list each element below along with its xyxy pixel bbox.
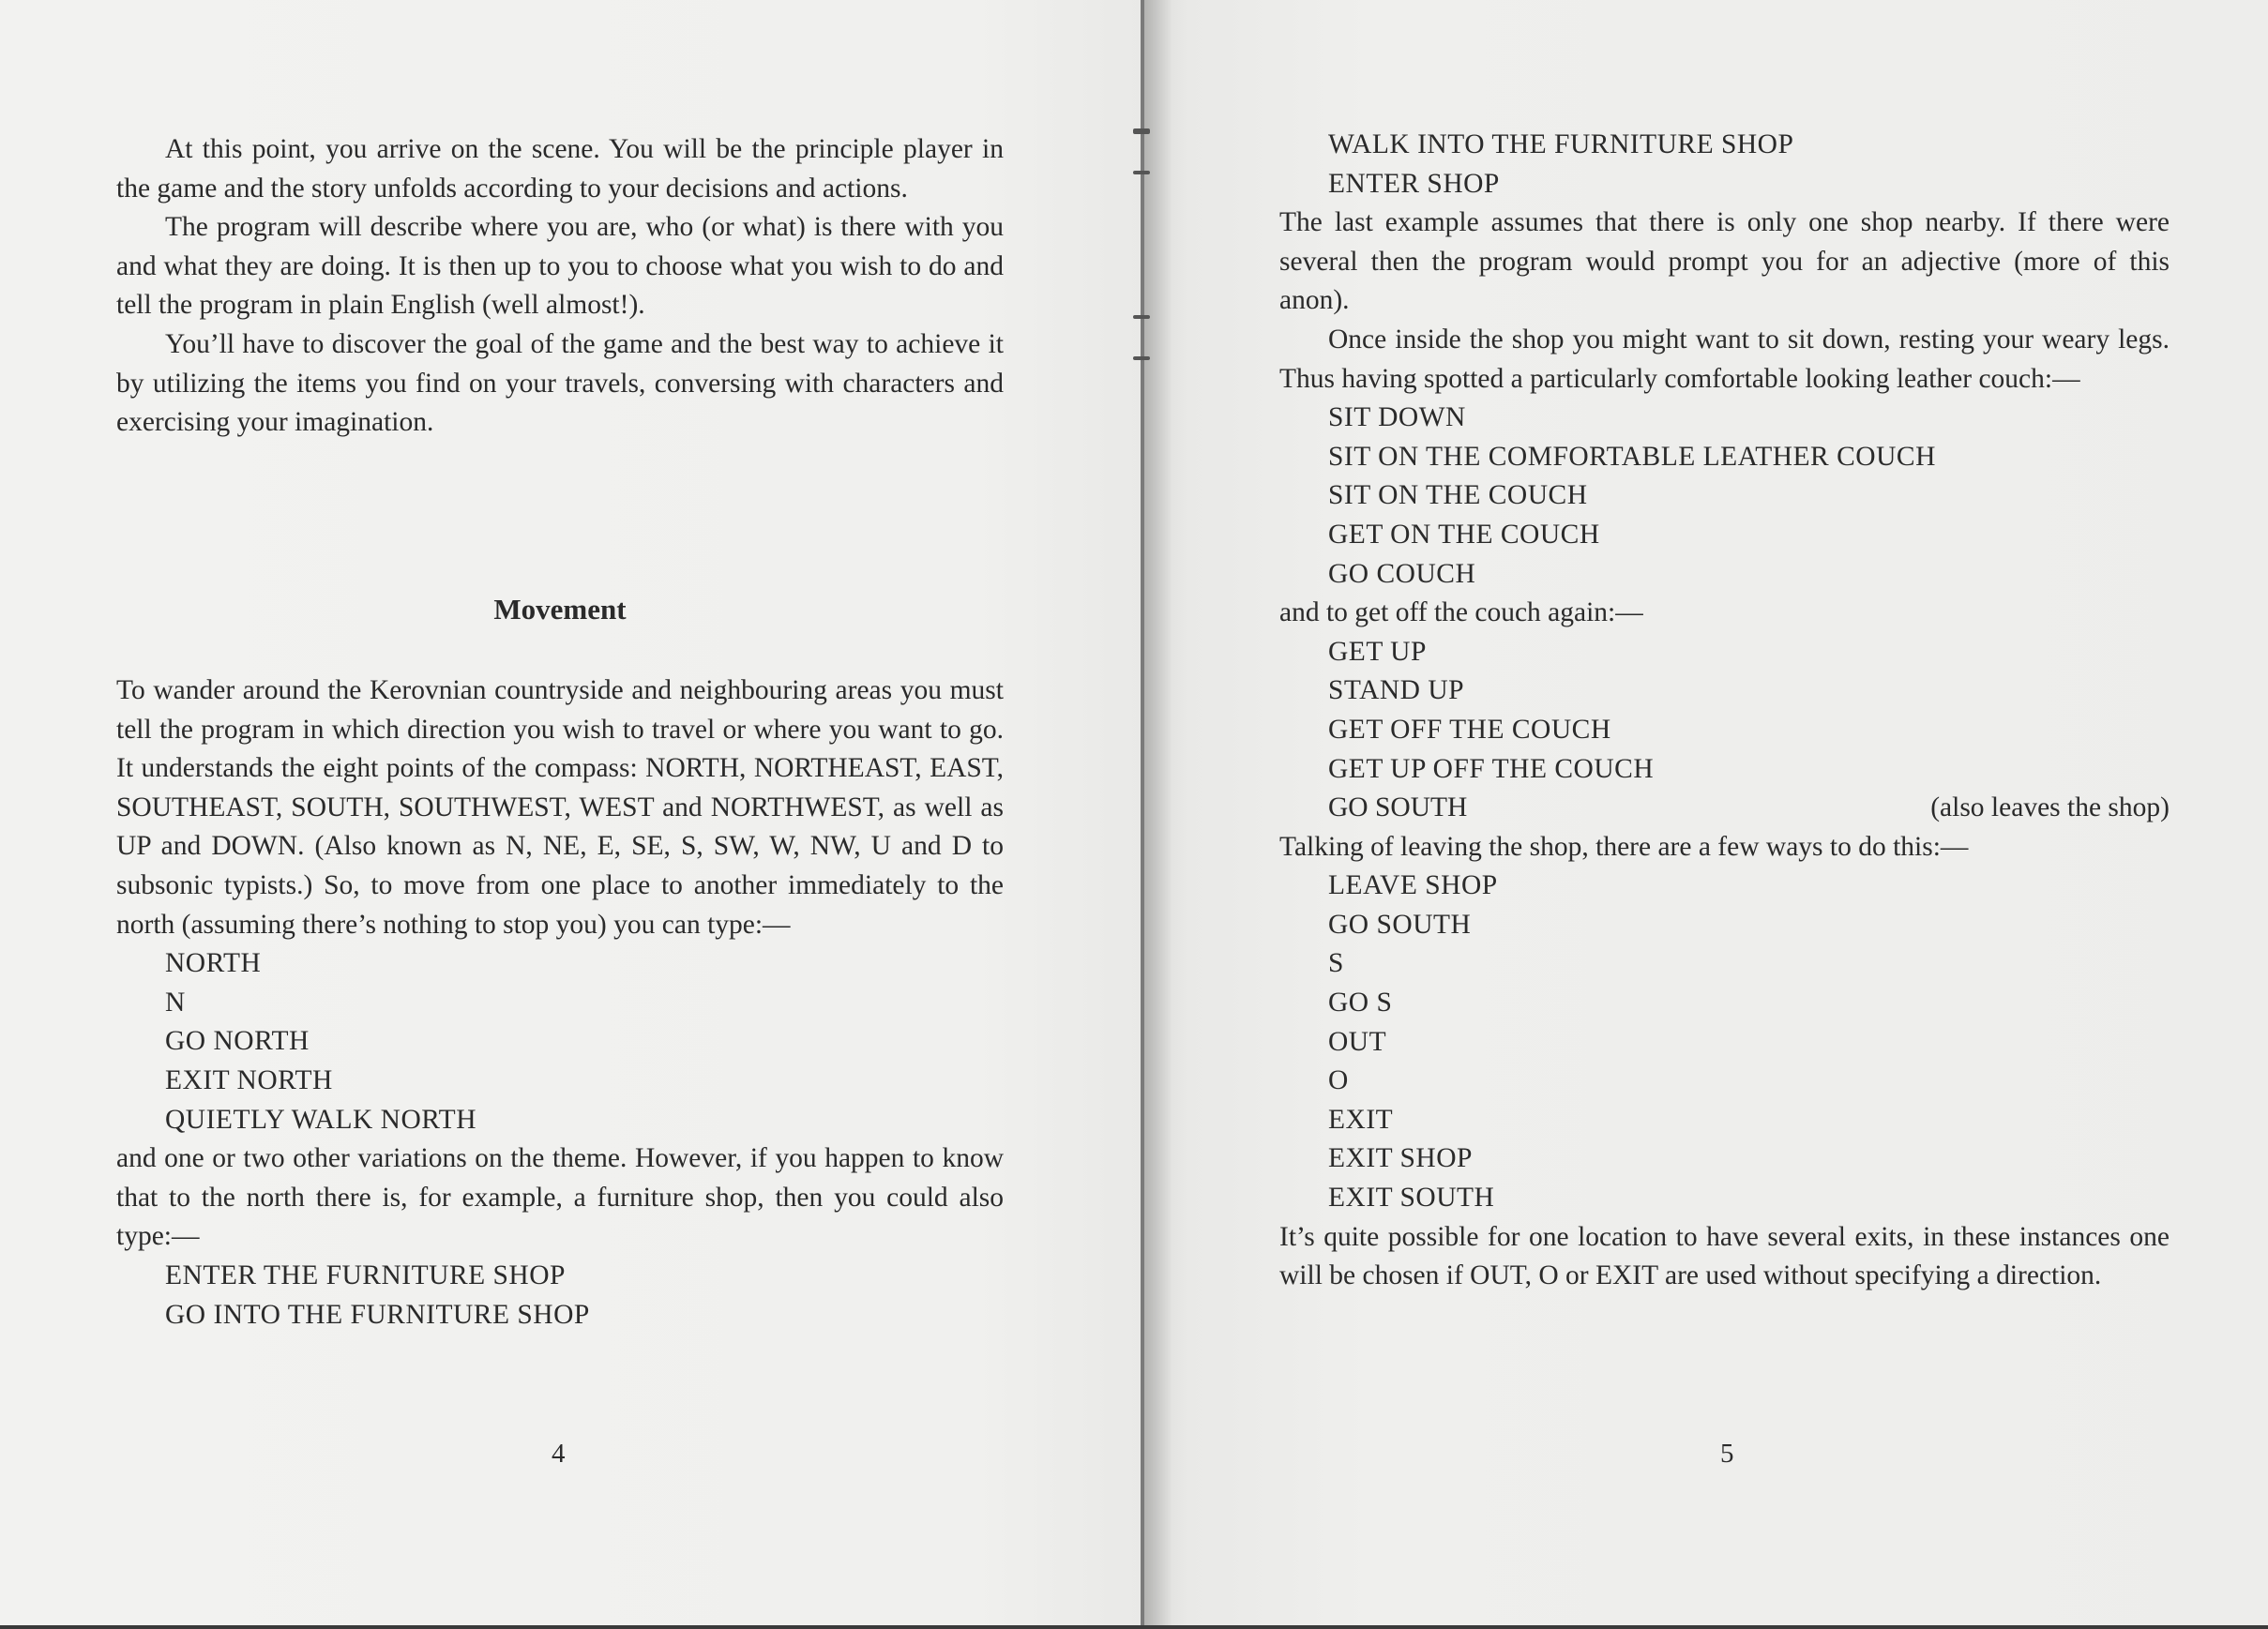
- intro-paragraph: You’ll have to discover the goal of the game and the best way to achieve it by utilizing the items you find on your travels, conversing with characters and exercising your imagination.: [116, 328, 1004, 438]
- command-item: SIT ON THE COMFORTABLE LEATHER COUCH: [1328, 441, 1936, 472]
- command-item: GO SOUTH: [1328, 792, 1468, 823]
- shop-command-list-continued: [1279, 126, 2170, 204]
- book-spine: [1141, 0, 1144, 1629]
- north-command-list: [116, 944, 1004, 1139]
- command-item: QUIETLY WALK NORTH: [165, 1104, 477, 1135]
- section-heading: Movement: [493, 593, 627, 626]
- intro-section: [116, 130, 1004, 443]
- command-item: ENTER SHOP: [1328, 168, 1500, 199]
- command-item: GO INTO THE FURNITURE SHOP: [165, 1299, 590, 1330]
- movement-paragraph: To wander around the Kerovnian countryside and neighbouring areas you must tell the program in which direction you wish to travel or where you want to go. It understands the eight points of the compass: NORTH, NORTHEAST, EAST, SOUTHEAST, SOUTH, SOUTHWEST, WEST and NORTHWEST, as well as UP and DOWN. (Also known as N, NE, E, SE, S, SW, W, NW, U and D to subsonic typists.) So, to move from one place to another immediately to the north (assuming there’s nothing to stop you) you can type:—: [116, 675, 1004, 940]
- movement-section: [116, 671, 1004, 1335]
- get-off-command-list: [1279, 633, 2170, 828]
- staple-icon: [1133, 315, 1150, 319]
- command-item: NORTH: [165, 948, 262, 979]
- intro-paragraph: The program will describe where you are, who (or what) is there with you and what they are doing. It is then up to you to choose what you wish to do and tell the program in plain English (well almost!).: [116, 212, 1004, 321]
- leaving-intro: Talking of leaving the shop, there are a few ways to do this:—: [1279, 831, 1969, 862]
- command-item: SIT ON THE COUCH: [1328, 480, 1588, 511]
- command-item: ENTER THE FURNITURE SHOP: [165, 1259, 566, 1290]
- command-item: GET UP OFF THE COUCH: [1328, 753, 1655, 784]
- staple-icon: [1133, 171, 1150, 174]
- exits-paragraph: It’s quite possible for one location to have several exits, in these instances one will be chosen if OUT, O or EXIT are used without specifying a direction.: [1279, 1221, 2170, 1291]
- command-item: EXIT NORTH: [165, 1064, 333, 1095]
- go-south-row: [1279, 789, 2170, 828]
- command-note: (also leaves the shop): [1930, 792, 2170, 823]
- shop-command-list: [116, 1257, 1004, 1335]
- command-item: STAND UP: [1328, 675, 1465, 706]
- command-item: EXIT SHOP: [1328, 1143, 1473, 1174]
- staple-icon: [1133, 128, 1150, 134]
- command-item: WALK INTO THE FURNITURE SHOP: [1328, 129, 1794, 159]
- command-item: EXIT SOUTH: [1328, 1183, 1495, 1214]
- intro-paragraph: At this point, you arrive on the scene. You will be the principle player in the game and the story unfolds according to your decisions and actions.: [116, 134, 1004, 204]
- command-item: LEAVE SHOP: [1328, 870, 1498, 901]
- leave-command-list: [1279, 867, 2170, 1217]
- get-off-intro: and to get off the couch again:—: [1279, 597, 1643, 628]
- spine-shadow: [1144, 0, 1172, 1629]
- page-number: 5: [1720, 1439, 1734, 1469]
- command-item: O: [1328, 1065, 1349, 1096]
- command-item: GO COUCH: [1328, 558, 1476, 589]
- page-number: 4: [552, 1439, 566, 1469]
- command-item: EXIT: [1328, 1104, 1394, 1135]
- sit-command-list: [1279, 399, 2170, 594]
- command-item: GET ON THE COUCH: [1328, 519, 1600, 550]
- command-item: GET OFF THE COUCH: [1328, 714, 1611, 745]
- command-item: OUT: [1328, 1026, 1387, 1057]
- inside-shop-paragraph: Once inside the shop you might want to sit down, resting your weary legs. Thus having spotted a particularly comfortable looking leather couch:—: [1279, 324, 2170, 394]
- command-item: GO SOUTH: [1328, 909, 1472, 940]
- variations-paragraph: and one or two other variations on the theme. However, if you happen to know that to the north there is, for example, a furniture shop, then you could also type:—: [116, 1143, 1004, 1252]
- right-page-content: [1279, 126, 2170, 1296]
- last-example-paragraph: The last example assumes that there is only one shop nearby. If there were several then the program would prompt you for an adjective (more of this anon).: [1279, 207, 2170, 316]
- command-item: S: [1328, 948, 1344, 979]
- command-item: GO NORTH: [165, 1026, 310, 1057]
- command-item: GO S: [1328, 988, 1393, 1018]
- command-item: GET UP: [1328, 636, 1427, 667]
- command-item: N: [165, 987, 186, 1018]
- page-bottom-edge: [0, 1625, 2268, 1629]
- command-item: SIT DOWN: [1328, 402, 1466, 433]
- staple-icon: [1133, 356, 1150, 360]
